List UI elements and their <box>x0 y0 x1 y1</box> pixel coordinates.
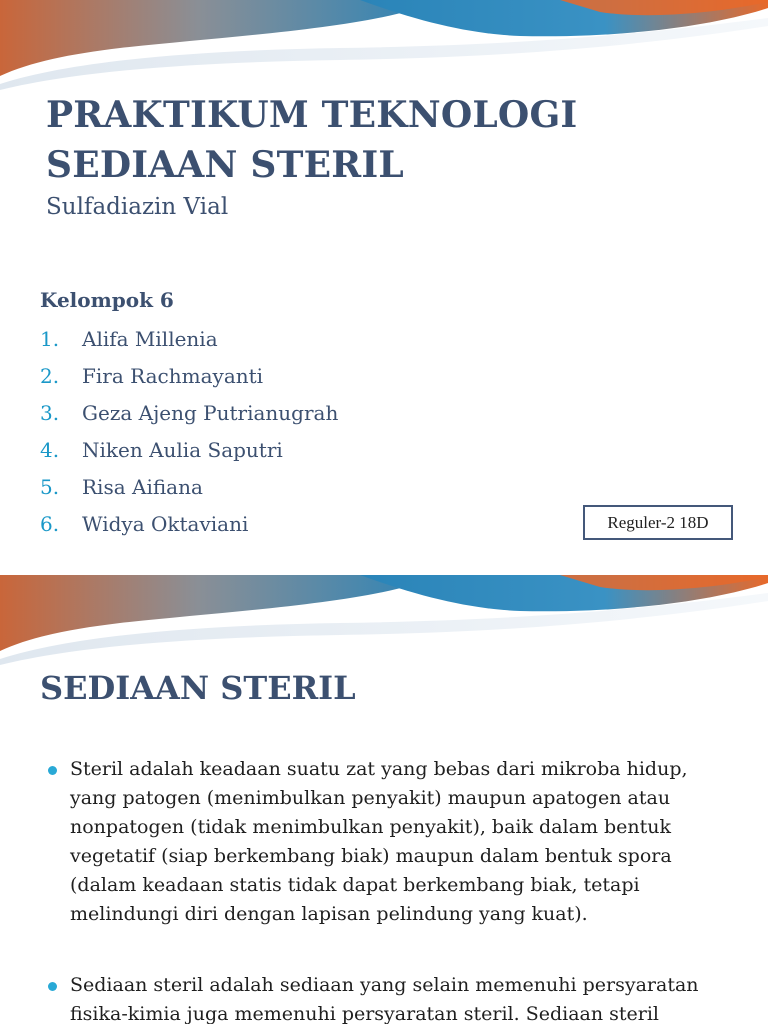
group-label: Kelompok 6 <box>40 288 174 312</box>
slide-title: SEDIAAN STERIL <box>40 669 356 707</box>
presentation-title: PRAKTIKUM TEKNOLOGI SEDIAAN STERIL <box>46 94 578 186</box>
bullet-list <box>48 755 738 1024</box>
list-item <box>40 396 338 433</box>
list-number: 4. <box>40 438 60 462</box>
list-item <box>40 433 338 470</box>
list-number: 6. <box>40 512 60 536</box>
list-item <box>40 470 338 507</box>
list-item <box>40 507 338 544</box>
list-number: 5. <box>40 475 60 499</box>
list-item <box>40 359 338 396</box>
bullet-icon <box>48 982 57 991</box>
member-name: Widya Oktaviani <box>82 512 249 536</box>
list-item <box>48 971 738 1024</box>
class-label-box: Reguler-2 18D <box>583 505 733 540</box>
bullet-text: Sediaan steril adalah sediaan yang selain memenuhi persyaratan fisika-kimia juga memenuhi persyaratan steril. Sediaan steril <box>70 974 699 1024</box>
member-list <box>40 322 338 544</box>
list-number: 3. <box>40 401 60 425</box>
list-item <box>48 755 738 929</box>
list-number: 2. <box>40 364 60 388</box>
member-name: Alifa Millenia <box>82 327 218 351</box>
slide-2 <box>0 575 768 1024</box>
member-name: Risa Aifiana <box>82 475 203 499</box>
bullet-icon <box>48 766 57 775</box>
slide-divider <box>0 565 768 575</box>
list-number: 1. <box>40 327 60 351</box>
member-name: Fira Rachmayanti <box>82 364 264 388</box>
wave-banner <box>0 0 768 90</box>
list-item <box>40 322 338 359</box>
member-name: Geza Ajeng Putrianugrah <box>82 401 339 425</box>
presentation-subtitle: Sulfadiazin Vial <box>46 194 229 220</box>
wave-banner <box>0 575 768 665</box>
member-name: Niken Aulia Saputri <box>82 438 283 462</box>
bullet-text: Steril adalah keadaan suatu zat yang bebas dari mikroba hidup, yang patogen (menimbulkan penyakit) maupun apatogen atau nonpatogen (tidak menimbulkan penyakit), baik dalam bentuk vegetatif (siap berkembang biak) maupun dalam bentuk spora (dalam keadaan statis tidak dapat berkembang biak, tetapi melindungi diri dengan lapisan pelindung yang kuat). <box>70 758 688 925</box>
